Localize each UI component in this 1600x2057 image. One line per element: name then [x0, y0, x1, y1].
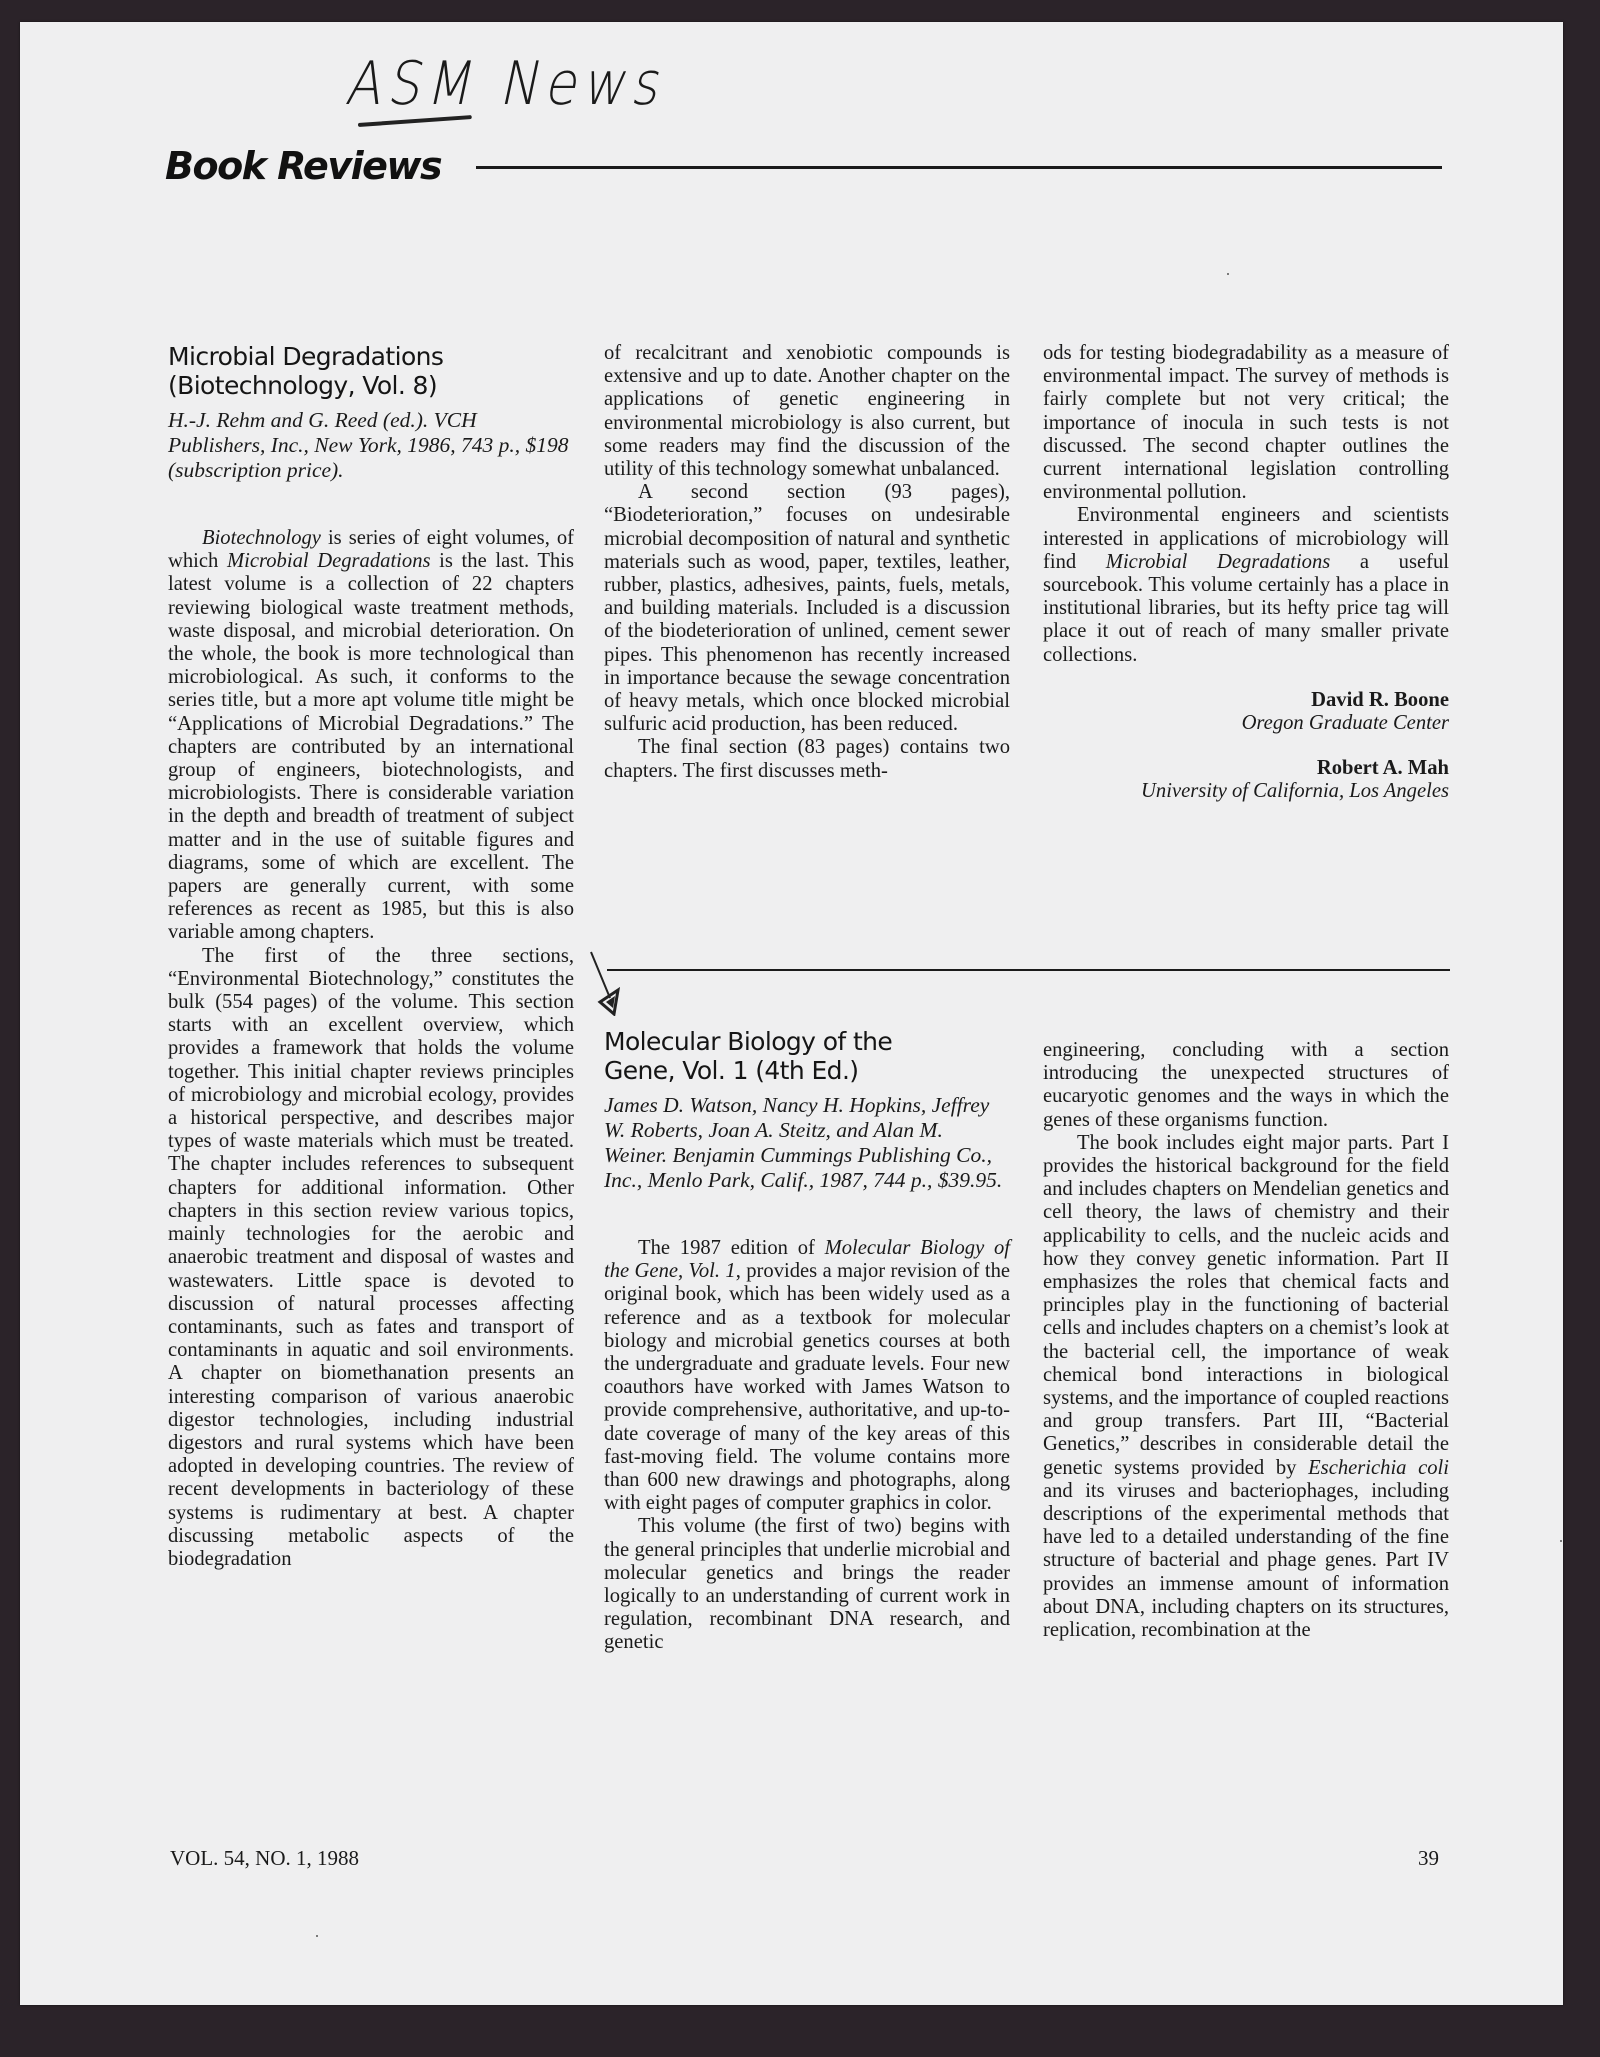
review1-paragraph-4-cont: ods for testing biodegradability as a measure of environmental impact. The survey of methods is fairly complete but not very critical; the importance of inocula in such tests is not discussed. The second chapter outlines the current international legislation controlling environmental pollution.: [1043, 342, 1449, 504]
paper-speck: [1227, 273, 1229, 275]
issue-footer: VOL. 54, NO. 1, 1988: [170, 1846, 359, 1870]
review1-paragraph-4: The final section (83 pages) contains two chapters. The first discusses meth-: [604, 736, 1010, 782]
review1-citation: H.-J. Rehm and G. Reed (ed.). VCH Publishers, Inc., New York, 1986, 743 p., $198 (subscription price).: [168, 408, 569, 482]
review2-column-2: [1043, 1039, 1449, 1642]
review1-paragraph-3: A second section (93 pages), “Biodeterioration,” focuses on undesirable microbial decomposition of natural and synthetic materials such as wood, paper, textiles, leather, rubber, plastics, adhesives, paints, fuels, metals, and building materials. Included is a discussion of the biodeterioration of unlined, cement sewer pipes. This phenomenon has recently increased in importance because the sewage concentration of heavy metals, which once blocked microbial sulfuric acid production, has been reduced.: [604, 481, 1010, 736]
reviewer-signature: [1043, 757, 1449, 803]
review1-column-1: [168, 342, 574, 1571]
review1-column-3: [1043, 342, 1449, 804]
paper-speck: [316, 1935, 318, 1937]
handwritten-annotation: ASM News: [341, 50, 675, 119]
reviewer-affiliation: Oregon Graduate Center: [1241, 712, 1449, 735]
review2-column-1: [604, 1027, 1010, 1655]
review2-citation: James D. Watson, Nancy H. Hopkins, Jeffrey W. Roberts, Joan A. Steitz, and Alan M. Weiner. Benjamin Cummings Publishing Co., Inc., Menlo Park, Calif., 1987, 744 p., $39.95.: [604, 1093, 1003, 1192]
reviewer-name: David R. Boone: [1311, 688, 1449, 711]
review1-paragraph-5: Environmental engineers and scientists interested in applications of microbiology will find Microbial Degradations a useful sourcebook. This volume certainly has a place in institutional libraries, but its hefty price tag will place it out of reach of many smaller private collections.: [1043, 504, 1450, 666]
reviewer-signature: [1043, 689, 1449, 735]
review-divider-rule: [607, 969, 1450, 971]
reviewer-affiliation: University of California, Los Angeles: [1141, 780, 1449, 803]
review1-title: Microbial Degradations (Biotechnology, Vol. 8): [168, 342, 444, 400]
review1-column-2: [604, 342, 1010, 783]
reviewer-name: Robert A. Mah: [1316, 757, 1449, 780]
review1-paragraph-2-cont: of recalcitrant and xenobiotic compounds is extensive and up to date. Another chapter on the applications of genetic engineering in environmental microbiology is also current, but some readers may find the discussion of the utility of this technology somewhat unbalanced.: [604, 342, 1010, 481]
section-header: Book Reviews: [165, 144, 442, 188]
review2-paragraph-2-cont: engineering, concluding with a section introducing the unexpected structures of eucaryotic genomes and the ways in which the genes of these organisms function.: [1043, 1039, 1449, 1131]
review2-paragraph-3: The book includes eight major parts. Part I provides the historical background for the field and includes chapters on Mendelian genetics and cell theory, the laws of chemistry and their applicability to cells, and the nucleic acids and how they convey genetic information. Part II emphasizes the roles that chemical facts and principles play in the functioning of bacterial cells and includes chapters on a chemist’s look at the bacterial cell, the importance of weak chemical bond interactions in biological systems, and the importance of coupled reactions and group transfers. Part III, “Bacterial Genetics,” describes in considerable detail the genetic systems provided by Escherichia coli and its viruses and bacteriophages, including descriptions of the experimental methods that have led to a detailed understanding of the fine structure of bacterial and phage genes. Part IV provides an immense amount of information about DNA, including chapters on its structures, replication, recombination at the: [1043, 1131, 1449, 1642]
page-number: 39: [1418, 1846, 1439, 1870]
review2-paragraph-2: This volume (the first of two) begins with the general principles that underlie microbial and molecular genetics and brings the reader logically to an understanding of current work in regulation, recombinant DNA research, and genetic: [604, 1515, 1010, 1654]
review1-paragraph-1: Biotechnology is series of eight volumes, of which Microbial Degradations is the last. This latest volume is a collection of 22 chapters reviewing biological waste treatment methods, waste disposal, and microbial deterioration. On the whole, the book is more technological than microbiological. As such, it conforms to the series title, but a more apt volume title might be “Applications of Microbial Degradations.” The chapters are contributed by an international group of engineers, biotechnologists, and microbiologists. There is considerable variation in the depth and breadth of treatment of subject matter and in the use of suitable figures and diagrams, some of which are excellent. The papers are generally current, with some references as recent as 1985, but this is also variable among chapters.: [168, 527, 575, 944]
review2-paragraph-1: The 1987 edition of Molecular Biology of the Gene, Vol. 1, provides a major revision of the original book, which has been widely used as a reference and as a textbook for molecular biology and microbial genetics courses at both the undergraduate and graduate levels. Four new coauthors have worked with James Watson to provide comprehensive, authoritative, and up-to-date coverage of many of the key areas of this fast-moving field. The volume contains more than 600 new drawings and photographs, along with eight pages of computer graphics in color.: [604, 1237, 1011, 1515]
review2-title: Molecular Biology of the Gene, Vol. 1 (4th Ed.): [604, 1027, 893, 1085]
section-header-rule: [476, 166, 1442, 169]
review1-paragraph-2: The first of the three sections, “Environmental Biotechnology,” constitutes the bulk (554 pages) of the volume. This section starts with an excellent overview, which provides a framework that holds the volume together. This initial chapter reviews principles of microbiology and microbial ecology, provides a historical perspective, and describes major types of waste materials which must be treated. The chapter includes references to subsequent chapters for additional information. Other chapters in this section review various topics, mainly technologies for the aerobic and anaerobic treatment and disposal of wastes and wastewaters. Little space is devoted to discussion of natural processes affecting contaminants, such as fates and transport of contaminants in aquatic and soil environments. A chapter on biomethanation presents an interesting comparison of various anaerobic digestor technologies, including industrial digestors and rural systems which have been adopted in developing countries. The review of recent developments in bacteriology of these systems is rudimentary at best. A chapter discussing metabolic aspects of the biodegradation: [168, 944, 574, 1570]
handwritten-arrow-icon: [588, 950, 624, 1016]
paper-speck: [1560, 1540, 1562, 1542]
